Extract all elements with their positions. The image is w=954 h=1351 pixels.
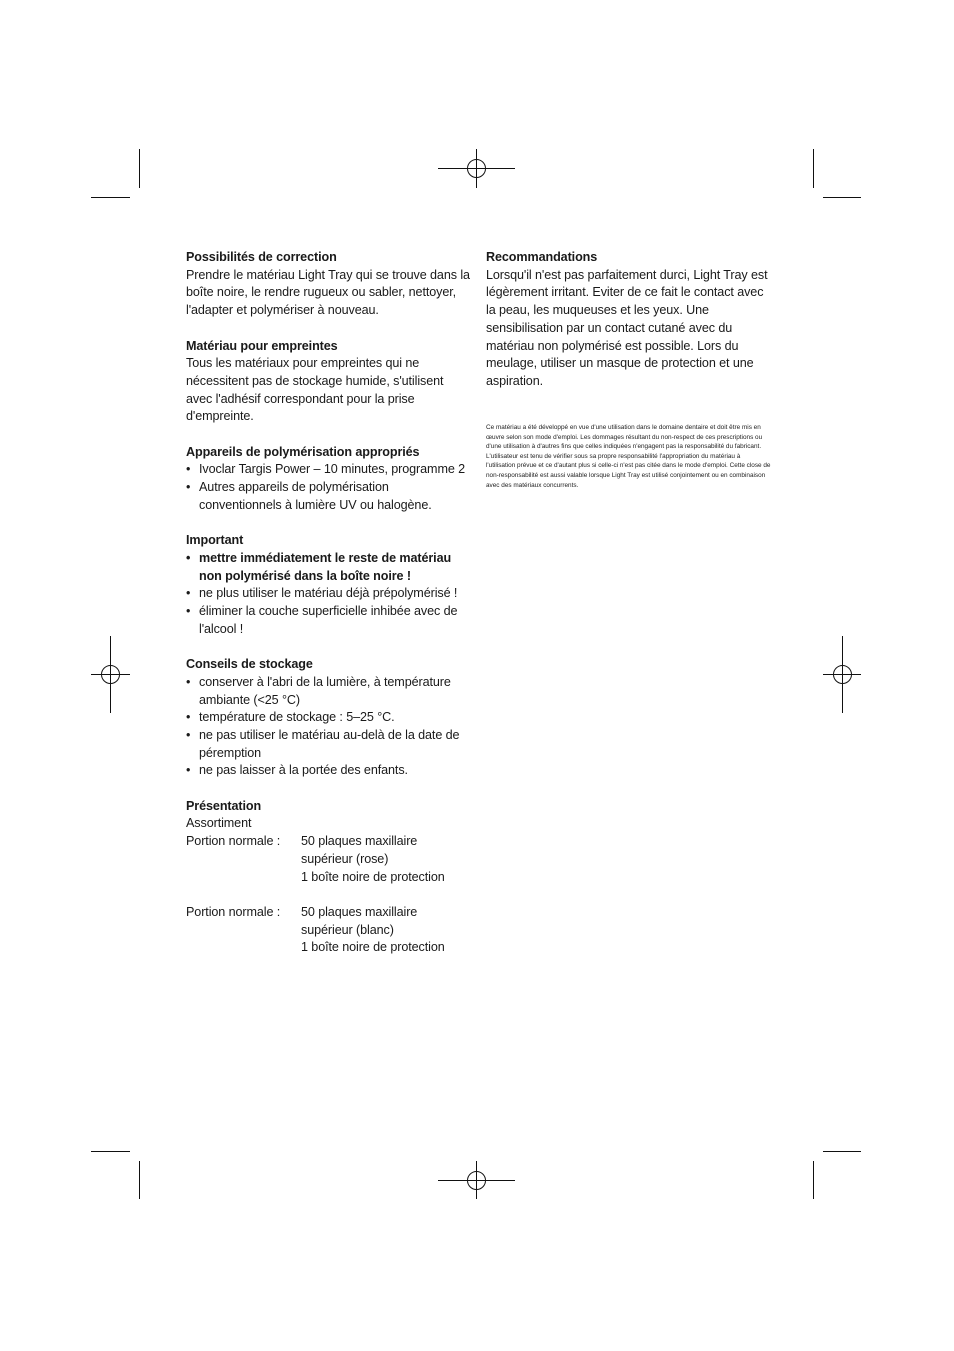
right-column: [486, 249, 768, 408]
registration-top-circle: [467, 159, 486, 178]
crop-mark-bottom-right-vertical: [813, 1161, 814, 1199]
registration-right-circle: [833, 665, 852, 684]
crop-mark-bottom-right-horizontal: [823, 1151, 861, 1152]
list-item: • température de stockage : 5–25 °C.: [186, 709, 471, 727]
section-subheading: Assortiment: [186, 816, 252, 831]
bullet-list: [186, 461, 471, 514]
section-important: [186, 532, 471, 638]
section-heading: Matériau pour empreintes: [186, 338, 338, 353]
section-heading: Recommandations: [486, 250, 598, 264]
disclaimer-text: Ce matériau a été développé en vue d'une utilisation dans le domaine dentaire et doit être mis en œuvre selon son mode d'emploi. Les dommages résultant du non-respect de ces prescriptions ou d'une utilisation à d'autres fins que celles indiquées n'engagent pas la responsabilité du fabricant. L'utilisateur est tenu de vérifier sous sa propre responsabilité l'appropriation du matériau à l'utilisation prévue et ce d'autant plus si celle-ci n'est pas citée dans le mode d'emploi. Cette close de non-responsabilité est aussi valable lorsque Light Tray est utilisé conjointement ou en combinaison avec des matériaux concurrents.: [486, 424, 771, 489]
list-item: • conserver à l'abri de la lumière, à température ambiante (<25 °C): [186, 674, 471, 709]
list-item: • ne plus utiliser le matériau déjà prépolymérisé !: [186, 585, 471, 603]
section-recommendations: [486, 249, 768, 391]
section-polymerization-devices: [186, 444, 471, 515]
bullet-list: [186, 674, 471, 780]
presentation-line: 1 boîte noire de protection: [301, 869, 445, 884]
section-text: Prendre le matériau Light Tray qui se trouve dans la boîte noire, le rendre rugueux ou sabler, nettoyer, l'adapter et polymériser à nouveau.: [186, 267, 470, 318]
presentation-line: 50 plaques maxillaire: [301, 904, 418, 919]
presentation-line: 1 boîte noire de protection: [301, 940, 445, 955]
crop-mark-top-left-horizontal: [91, 197, 130, 198]
section-heading: Présentation: [186, 798, 262, 813]
registration-left-circle: [101, 665, 120, 684]
section-text: Lorsqu'il n'est pas parfaitement durci, Light Tray est légèrement irritant. Eviter de ce fait le contact avec la peau, les muqueuses et les yeux. Une sensibilisation par un contact cutané avec du matériau non polymérisé est possible. Lors du meulage, utiliser un masque de protection et une aspiration.: [486, 267, 768, 388]
crop-mark-top-right-vertical: [813, 149, 814, 188]
crop-mark-bottom-left-horizontal: [91, 1151, 130, 1152]
presentation-row: [186, 833, 471, 886]
registration-bottom-circle: [467, 1171, 486, 1190]
presentation-label: Portion normale :: [186, 834, 281, 849]
section-storage: [186, 656, 471, 780]
list-item: • ne pas utiliser le matériau au-delà de la date de péremption: [186, 727, 471, 762]
presentation-label: Portion normale :: [186, 904, 281, 919]
section-heading: Possibilités de correction: [186, 250, 337, 264]
section-presentation: [186, 798, 471, 957]
bullet-list: [186, 550, 471, 639]
crop-mark-top-right-horizontal: [823, 197, 861, 198]
presentation-row: [186, 904, 471, 957]
section-heading: Appareils de polymérisation appropriés: [186, 444, 420, 459]
section-heading: Conseils de stockage: [186, 657, 313, 672]
section-impression-material: [186, 338, 471, 427]
crop-mark-top-left-vertical: [139, 149, 140, 188]
presentation-contents: [301, 833, 445, 886]
section-heading: Important: [186, 533, 244, 548]
list-item: • Autres appareils de polymérisation conventionnels à lumière UV ou halogène.: [186, 479, 471, 514]
list-item: • ne pas laisser à la portée des enfants.: [186, 762, 471, 780]
presentation-line: supérieur (rose): [301, 851, 389, 866]
left-column: [186, 249, 471, 975]
presentation-line: 50 plaques maxillaire: [301, 834, 418, 849]
list-item: • mettre immédiatement le reste de matériau non polymérisé dans la boîte noire !: [186, 550, 471, 585]
section-text: Tous les matériaux pour empreintes qui ne nécessitent pas de stockage humide, s'utilisent avec l'adhésif correspondant pour la prise d'empreinte.: [186, 356, 444, 424]
presentation-contents: [301, 904, 445, 957]
list-item: • Ivoclar Targis Power – 10 minutes, programme 2: [186, 461, 471, 479]
crop-mark-bottom-left-vertical: [139, 1161, 140, 1199]
presentation-line: supérieur (blanc): [301, 922, 394, 937]
section-correction: [186, 249, 471, 320]
list-item: • éliminer la couche superficielle inhibée avec de l'alcool !: [186, 603, 471, 638]
